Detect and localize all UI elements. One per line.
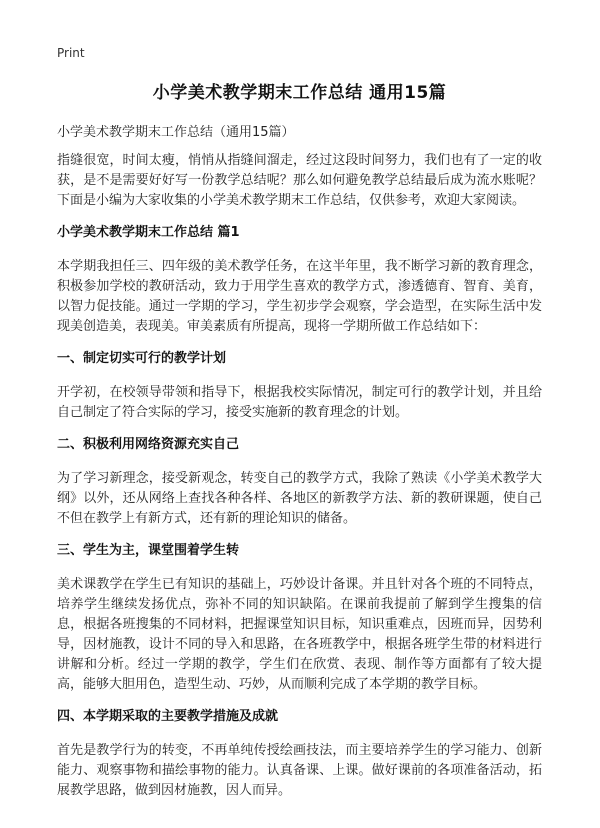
section-heading-2: 二、积极利用网络资源充实自己 xyxy=(57,437,240,452)
print-link[interactable]: Print xyxy=(57,46,85,60)
document-subtitle: 小学美术教学期末工作总结（通用15篇） xyxy=(57,125,295,140)
section-heading-3: 三、学生为主，课堂围着学生转 xyxy=(57,543,240,558)
section-body-1: 开学初，在校领导带领和指导下，根据我校实际情况，制定可行的教学计划，并且给自己制定了符合实际的学习，接受实施新的教育理念的计划。 xyxy=(57,385,542,420)
section-body-3: 美术课教学在学生已有知识的基础上，巧妙设计备课。并且针对各个班的不同特点，培养学生继续发扬优点，弥补不同的知识缺陷。在课前我提前了解到学生搜集的信息，根据各班搜集的不同材料，把握课堂知识目标，知识重难点，因班而异，因势利导，因材施教，设计不同的导入和思路，在各班教学中，根据各班学生带的材料进行讲解和分析。经过一学期的教学，学生们在欣赏、表现、制作等方面都有了较大提高，能够大胆用色，造型生动、巧妙，从而顺利完成了本学期的教学目标。 xyxy=(57,577,542,692)
article-heading: 小学美术教学期末工作总结 篇1 xyxy=(57,225,240,240)
page-title: 小学美术教学期末工作总结 通用15篇 xyxy=(152,83,447,103)
section-body-2: 为了学习新理念，接受新观念，转变自己的教学方式，我除了熟读《小学美术教学大纲》以外，还从网络上查找各种各样、各地区的新教学方法、新的教研课题，使自己不但在教学上有新方式，还有新的理论知识的储备。 xyxy=(57,471,542,526)
section-heading-4: 四、本学期采取的主要教学措施及成就 xyxy=(57,709,279,724)
section-body-4: 首先是教学行为的转变，不再单纯传授绘画技法，而主要培养学生的学习能力、创新能力、观察事物和描绘事物的能力。认真备课、上课。做好课前的各项准备活动，拓展教学思路，做到因材施教，因人而异。 xyxy=(57,743,542,798)
article-intro-paragraph: 本学期我担任三、四年级的美术教学任务，在这半年里，我不断学习新的教育理念，积极参加学校的教研活动，致力于用学生喜欢的教学方式，渗透德育、智育、美育，以智力促技能。通过一学期的学习，学生初步学会观察，学会造型，在实际生活中发现美创造美，表现美。审美素质有所提高，现将一学期所做工作总结如下： xyxy=(57,259,542,334)
article-content xyxy=(57,151,542,814)
intro-paragraph: 指缝很宽，时间太瘦，悄悄从指缝间溜走，经过这段时间努力，我们也有了一定的收获，是不是需要好好写一份教学总结呢？那么如何避免教学总结最后成为流水账呢？下面是小编为大家收集的小学美术教学期末工作总结，仅供参考，欢迎大家阅读。 xyxy=(57,153,542,208)
section-heading-1: 一、制定切实可行的教学计划 xyxy=(57,351,227,366)
